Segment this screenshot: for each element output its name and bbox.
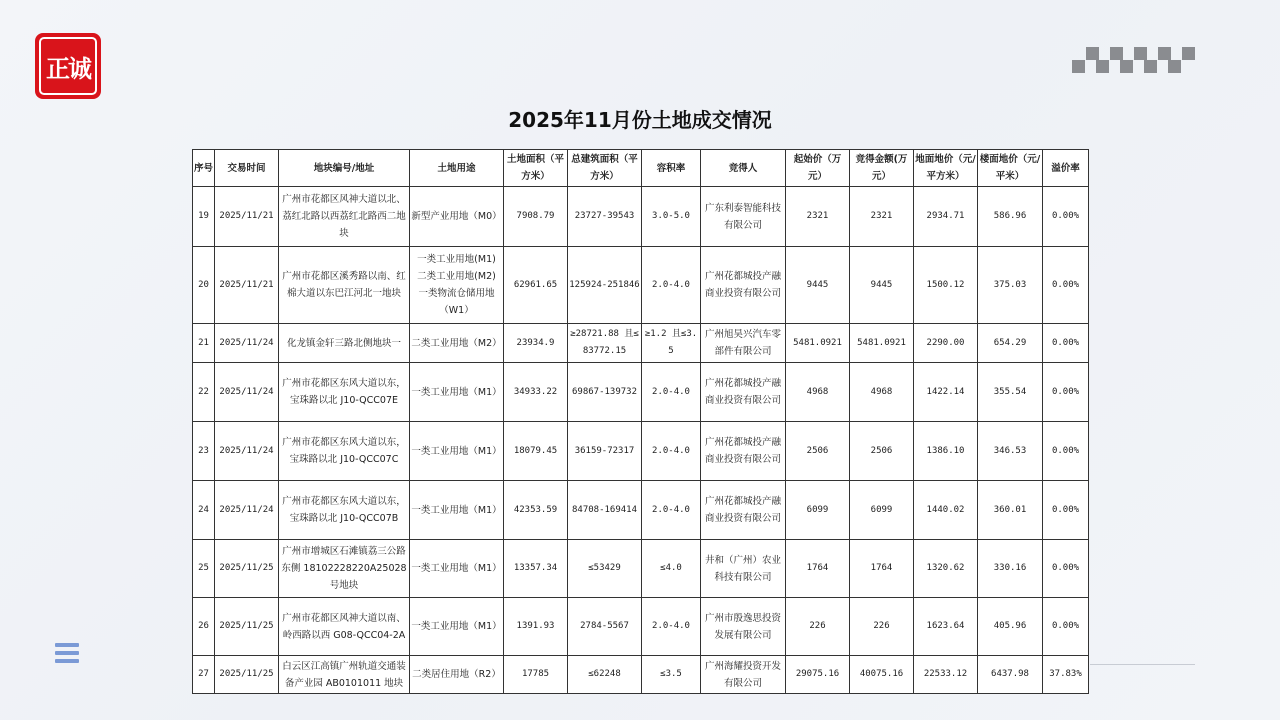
cell-gfa: 2784-5567	[568, 598, 642, 656]
cell-start-price: 2506	[786, 422, 850, 481]
cell-gfa: ≥28721.88 且≤83772.15	[568, 324, 642, 363]
cell-far: ≤3.5	[642, 656, 701, 694]
cell-start-price: 29075.16	[786, 656, 850, 694]
cell-date: 2025/11/25	[215, 598, 279, 656]
cell-deal-price: 4968	[850, 363, 914, 422]
cell-address: 广州市增城区石滩镇荔三公路东侧 18102228220A25028 号地块	[279, 540, 410, 598]
cell-use: 一类工业用地（M1）	[410, 598, 504, 656]
column-header: 竞得金额(万元）	[850, 150, 914, 187]
cell-land-area: 62961.65	[504, 247, 568, 324]
cell-no: 27	[193, 656, 215, 694]
cell-floor-price: 6437.98	[978, 656, 1043, 694]
cell-far: 3.0-5.0	[642, 187, 701, 247]
cell-use: 一类工业用地(M1) 二类工业用地(M2) 一类物流仓储用地（W1）	[410, 247, 504, 324]
cell-floor-price: 360.01	[978, 481, 1043, 540]
cell-premium: 0.00%	[1043, 540, 1089, 598]
cell-address: 广州市花都区溪秀路以南、红棉大道以东巴江河北一地块	[279, 247, 410, 324]
cell-no: 25	[193, 540, 215, 598]
checker-decoration	[1072, 47, 1196, 74]
cell-floor-price: 405.96	[978, 598, 1043, 656]
cell-start-price: 5481.0921	[786, 324, 850, 363]
cell-start-price: 226	[786, 598, 850, 656]
cell-land-price: 1320.62	[914, 540, 978, 598]
column-header: 土地用途	[410, 150, 504, 187]
column-header: 交易时间	[215, 150, 279, 187]
cell-land-area: 23934.9	[504, 324, 568, 363]
cell-floor-price: 355.54	[978, 363, 1043, 422]
cell-premium: 0.00%	[1043, 187, 1089, 247]
cell-premium: 0.00%	[1043, 363, 1089, 422]
cell-gfa: 69867-139732	[568, 363, 642, 422]
cell-land-area: 42353.59	[504, 481, 568, 540]
cell-gfa: 36159-72317	[568, 422, 642, 481]
cell-land-price: 1422.14	[914, 363, 978, 422]
column-header: 地面地价（元/平方米）	[914, 150, 978, 187]
cell-far: 2.0-4.0	[642, 481, 701, 540]
cell-land-price: 1623.64	[914, 598, 978, 656]
table-row	[193, 324, 1089, 363]
cell-deal-price: 226	[850, 598, 914, 656]
cell-premium: 0.00%	[1043, 598, 1089, 656]
cell-deal-price: 9445	[850, 247, 914, 324]
cell-land-area: 34933.22	[504, 363, 568, 422]
cell-winner: 广东利泰智能科技有限公司	[701, 187, 786, 247]
cell-start-price: 1764	[786, 540, 850, 598]
cell-premium: 0.00%	[1043, 247, 1089, 324]
cell-address: 白云区江高镇广州轨道交通装备产业园 AB0101011 地块	[279, 656, 410, 694]
cell-land-price: 1386.10	[914, 422, 978, 481]
cell-no: 22	[193, 363, 215, 422]
cell-deal-price: 5481.0921	[850, 324, 914, 363]
cell-address: 广州市花都区东风大道以东，宝珠路以北 J10-QCC07E	[279, 363, 410, 422]
cell-start-price: 4968	[786, 363, 850, 422]
column-header: 溢价率	[1043, 150, 1089, 187]
table-row	[193, 481, 1089, 540]
cell-winner: 井和（广州）农业科技有限公司	[701, 540, 786, 598]
table-row	[193, 187, 1089, 247]
cell-winner: 广州花都城投产融商业投资有限公司	[701, 363, 786, 422]
menu-icon[interactable]	[55, 643, 79, 671]
table-row	[193, 363, 1089, 422]
cell-winner: 广州花都城投产融商业投资有限公司	[701, 422, 786, 481]
cell-gfa: 84708-169414	[568, 481, 642, 540]
column-header: 序号	[193, 150, 215, 187]
cell-floor-price: 330.16	[978, 540, 1043, 598]
table-header-row	[193, 150, 1089, 187]
cell-date: 2025/11/21	[215, 247, 279, 324]
cell-date: 2025/11/24	[215, 481, 279, 540]
table-row	[193, 656, 1089, 694]
cell-premium: 0.00%	[1043, 324, 1089, 363]
cell-land-price: 1440.02	[914, 481, 978, 540]
column-header: 楼面地价（元/平米）	[978, 150, 1043, 187]
divider	[1090, 664, 1195, 665]
cell-winner: 广州旭昊兴汽车零部件有限公司	[701, 324, 786, 363]
cell-no: 20	[193, 247, 215, 324]
cell-date: 2025/11/25	[215, 656, 279, 694]
cell-no: 21	[193, 324, 215, 363]
table-row	[193, 540, 1089, 598]
cell-start-price: 9445	[786, 247, 850, 324]
cell-land-price: 2290.00	[914, 324, 978, 363]
table-row	[193, 422, 1089, 481]
cell-address: 广州市花都区东风大道以东，宝珠路以北 J10-QCC07C	[279, 422, 410, 481]
cell-use: 一类工业用地（M1）	[410, 481, 504, 540]
cell-premium: 37.83%	[1043, 656, 1089, 694]
cell-use: 二类工业用地（M2）	[410, 324, 504, 363]
cell-deal-price: 6099	[850, 481, 914, 540]
cell-address: 广州市花都区风神大道以北、荔红北路以西荔红北路西二地块	[279, 187, 410, 247]
cell-premium: 0.00%	[1043, 422, 1089, 481]
cell-use: 一类工业用地（M1）	[410, 540, 504, 598]
cell-land-price: 22533.12	[914, 656, 978, 694]
cell-deal-price: 1764	[850, 540, 914, 598]
cell-address: 化龙镇金轩三路北侧地块一	[279, 324, 410, 363]
cell-gfa: ≤53429	[568, 540, 642, 598]
cell-land-area: 7908.79	[504, 187, 568, 247]
cell-date: 2025/11/24	[215, 422, 279, 481]
cell-land-area: 17785	[504, 656, 568, 694]
cell-start-price: 2321	[786, 187, 850, 247]
cell-land-area: 1391.93	[504, 598, 568, 656]
cell-date: 2025/11/25	[215, 540, 279, 598]
cell-winner: 广州市殷逸思投资发展有限公司	[701, 598, 786, 656]
cell-use: 新型产业用地（M0）	[410, 187, 504, 247]
cell-use: 二类居住用地（R2）	[410, 656, 504, 694]
column-header: 竞得人	[701, 150, 786, 187]
cell-date: 2025/11/21	[215, 187, 279, 247]
cell-far: 2.0-4.0	[642, 598, 701, 656]
cell-use: 一类工业用地（M1）	[410, 422, 504, 481]
cell-start-price: 6099	[786, 481, 850, 540]
cell-address: 广州市花都区东风大道以东，宝珠路以北 J10-QCC07B	[279, 481, 410, 540]
cell-far: ≤4.0	[642, 540, 701, 598]
cell-premium: 0.00%	[1043, 481, 1089, 540]
table-row	[193, 247, 1089, 324]
cell-land-area: 18079.45	[504, 422, 568, 481]
cell-winner: 广州花都城投产融商业投资有限公司	[701, 481, 786, 540]
cell-land-area: 13357.34	[504, 540, 568, 598]
column-header: 起始价（万元）	[786, 150, 850, 187]
cell-address: 广州市花都区风神大道以南、岭西路以西 G08-QCC04-2A	[279, 598, 410, 656]
column-header: 容积率	[642, 150, 701, 187]
cell-deal-price: 2506	[850, 422, 914, 481]
cell-far: ≥1.2 且≤3.5	[642, 324, 701, 363]
cell-far: 2.0-4.0	[642, 422, 701, 481]
cell-land-price: 1500.12	[914, 247, 978, 324]
cell-far: 2.0-4.0	[642, 247, 701, 324]
cell-gfa: 23727-39543	[568, 187, 642, 247]
cell-no: 24	[193, 481, 215, 540]
brand-logo: 正诚	[35, 33, 101, 99]
cell-winner: 广州海耀投资开发有限公司	[701, 656, 786, 694]
column-header: 总建筑面积（平方米）	[568, 150, 642, 187]
cell-land-price: 2934.71	[914, 187, 978, 247]
cell-winner: 广州花都城投产融商业投资有限公司	[701, 247, 786, 324]
column-header: 土地面积（平方米）	[504, 150, 568, 187]
cell-floor-price: 375.03	[978, 247, 1043, 324]
cell-date: 2025/11/24	[215, 324, 279, 363]
cell-no: 19	[193, 187, 215, 247]
cell-floor-price: 654.29	[978, 324, 1043, 363]
cell-gfa: 125924-251846	[568, 247, 642, 324]
cell-floor-price: 586.96	[978, 187, 1043, 247]
cell-use: 一类工业用地（M1）	[410, 363, 504, 422]
cell-date: 2025/11/24	[215, 363, 279, 422]
cell-far: 2.0-4.0	[642, 363, 701, 422]
cell-floor-price: 346.53	[978, 422, 1043, 481]
cell-deal-price: 2321	[850, 187, 914, 247]
table-row	[193, 598, 1089, 656]
cell-deal-price: 40075.16	[850, 656, 914, 694]
cell-no: 23	[193, 422, 215, 481]
cell-gfa: ≤62248	[568, 656, 642, 694]
cell-no: 26	[193, 598, 215, 656]
land-transaction-table	[192, 149, 1089, 694]
page-title: 2025年11月份土地成交情况	[508, 108, 772, 132]
column-header: 地块编号/地址	[279, 150, 410, 187]
